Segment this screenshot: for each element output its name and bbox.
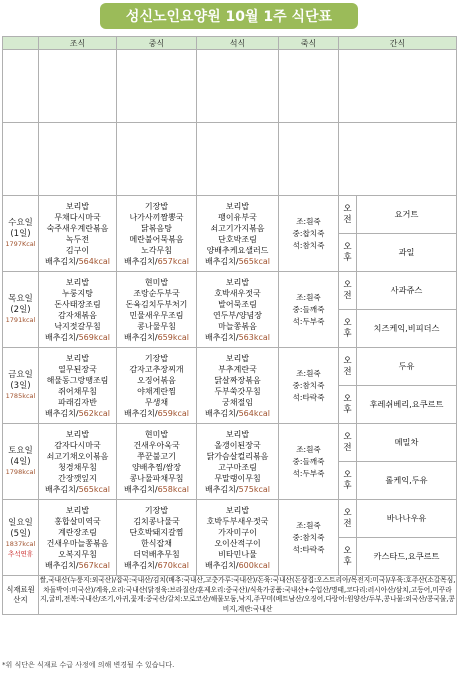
header-dinner: 석식 [197,37,279,50]
breakfast-item: 낙지젓갈무침 [54,321,101,331]
breakfast-kimchi-kcal [39,332,116,343]
lunch-cell [117,348,197,424]
breakfast-item: 보리밥 [65,353,90,363]
pm-label-char: 오 [343,545,352,556]
dinner-kimchi-kcal [197,256,278,267]
breakfast-kimchi: 배추김치/ [44,560,79,570]
porridge-item: 석:두부죽 [292,468,325,478]
pm-snack: 롤케익,두유 [357,462,457,500]
day-row [3,500,457,538]
origin-label-line: 식재료원 [6,585,35,595]
dinner-item: 발어묵조림 [218,299,257,309]
dinner-kimchi: 배추김치/ [204,332,239,342]
breakfast-kimchi-kcal [39,256,116,267]
lunch-item: 양배추찜/쌈장 [131,462,182,472]
porridge-item: 석:두부죽 [292,316,325,326]
breakfast-item: 녹두전 [65,234,90,244]
lunch-kimchi-kcal [117,484,196,495]
lunch-kcal: 658kcal [157,484,190,494]
pm-label-char: 오 [343,317,352,328]
header-lunch: 중식 [117,37,197,50]
lunch-item: 콩나물파채무침 [129,473,184,483]
dinner-kimchi: 배추김치/ [204,408,239,418]
dinner-item: 보리밥 [225,429,250,439]
porridge-item: 조:흰죽 [296,444,321,454]
empty-cell [39,50,117,123]
porridge-cell [279,196,339,272]
empty-cell [279,123,339,196]
pm-label-char: 후 [343,328,352,339]
day-number: (1일) [10,229,31,239]
dinner-item: 고구마조림 [218,462,257,472]
dinner-item: 두부쑥갓무침 [214,386,261,396]
porridge-cell [279,272,339,348]
lunch-kimchi: 배추김치/ [123,560,158,570]
breakfast-item: 간장깻잎지 [58,473,97,483]
porridge-cell [279,348,339,424]
breakfast-item: 파래김자반 [58,397,97,407]
pm-snack: 과일 [357,234,457,272]
breakfast-item: 해물동그랑땡조림 [46,375,109,385]
lunch-kimchi-kcal [117,256,196,267]
lunch-item: 더덕배추무침 [133,549,180,559]
lunch-kcal: 657kcal [157,256,190,266]
breakfast-item: 건새우마늘쫑볶음 [46,538,109,548]
dinner-item: 부추계란국 [218,364,257,374]
am-label-char: 오 [343,279,352,290]
lunch-item: 나가사끼짬뽕국 [129,212,184,222]
breakfast-kimchi-kcal [39,484,116,495]
dinner-kimchi: 배추김치/ [204,484,239,494]
lunch-item: 콩나물무침 [137,321,176,331]
lunch-item: 현미밥 [144,429,169,439]
dinner-kimchi-kcal [197,560,278,571]
empty-cell [279,50,339,123]
breakfast-item: 보리밥 [65,201,90,211]
breakfast-kimchi-kcal [39,408,116,419]
pm-label-char: 오 [343,469,352,480]
title-text: 성신노인요양원 10월 1주 식단표 [125,9,333,25]
am-label-char: 오 [343,431,352,442]
am-label-char: 오 [343,355,352,366]
empty-cell [339,50,457,123]
dinner-item: 양배추케요샐러드 [206,245,269,255]
day-cell [3,348,39,424]
lunch-item: 기장밥 [144,353,169,363]
empty-cell [117,123,197,196]
lunch-item: 건새우아욱국 [133,440,180,450]
lunch-item: 민물새우무조림 [129,310,184,320]
breakfast-item: 누룽지탕 [62,288,93,298]
dinner-kimchi-kcal [197,408,278,419]
am-label-char: 전 [343,214,352,225]
day-number: (2일) [10,305,31,315]
lunch-item: 노각무침 [141,245,172,255]
breakfast-cell [39,348,117,424]
breakfast-item: 숙주새우계란볶음 [46,223,109,233]
origin-row [3,576,457,615]
am-label-char: 오 [343,507,352,518]
dinner-item: 보리밥 [225,353,250,363]
pm-label [339,310,357,348]
dinner-kcal: 564kcal [238,408,271,418]
dinner-item: 오이산적구이 [214,538,261,548]
breakfast-kcal: 569kcal [78,332,111,342]
lunch-kimchi-kcal [117,408,196,419]
breakfast-item: 김구이 [65,245,90,255]
header-corner [3,37,39,50]
am-label-char: 전 [343,518,352,529]
lunch-cell [117,272,197,348]
header-porridge: 죽식 [279,37,339,50]
empty-cell [3,50,39,123]
pm-label [339,462,357,500]
day-row [3,348,457,386]
dinner-item: 닭가슴살컬리볶음 [206,451,269,461]
am-label [339,272,357,310]
porridge-item: 중:들깨죽 [292,304,325,314]
dinner-item: 호박두부새우젓국 [206,516,269,526]
lunch-cell [117,500,197,576]
lunch-item: 기장밥 [144,201,169,211]
am-label-char: 전 [343,366,352,377]
lunch-cell [117,424,197,500]
header-snack: 간식 [339,37,457,50]
porridge-item: 중:찹치죽 [292,228,325,238]
dinner-kimchi: 배추김치/ [204,256,239,266]
dinner-kcal: 575kcal [238,484,271,494]
dinner-cell [197,348,279,424]
am-snack: 두유 [357,348,457,386]
am-label [339,196,357,234]
breakfast-kimchi: 배추김치/ [44,484,79,494]
menu-table [2,36,457,615]
dinner-item: 보리밥 [225,505,250,515]
pm-label-char: 오 [343,241,352,252]
lunch-item: 현미밥 [144,277,169,287]
lunch-item: 메란불어묵볶음 [129,234,184,244]
empty-row [3,50,457,123]
lunch-item: 무생채 [144,397,169,407]
dinner-item: 단호박조림 [218,234,257,244]
page-title [100,3,358,29]
breakfast-item: 감자다시마국 [54,440,101,450]
header-breakfast: 조식 [39,37,117,50]
porridge-item: 중:참치죽 [292,380,325,390]
dinner-item: 비타민나물 [218,549,257,559]
breakfast-item: 보리밥 [65,277,90,287]
day-cell [3,196,39,272]
dinner-kcal: 563kcal [238,332,271,342]
breakfast-cell [39,424,117,500]
porridge-cell [279,500,339,576]
am-label [339,500,357,538]
day-kcal: 1837kcal [5,539,36,548]
dinner-item: 닭살짜장볶음 [214,375,261,385]
lunch-item: 닭볶음탕 [141,223,172,233]
holiday-label: 추석연휴 [7,549,34,558]
lunch-item: 돈육김치두부처기 [125,299,188,309]
dinner-item: 팽이유부국 [218,212,257,222]
lunch-kimchi-kcal [117,332,196,343]
lunch-item: 기장밥 [144,505,169,515]
dinner-cell [197,500,279,576]
day-cell [3,272,39,348]
breakfast-item: 무채다시마국 [54,212,101,222]
lunch-item: 조랑순두부국 [133,288,180,298]
pm-label-char: 후 [343,404,352,415]
lunch-item: 단호박돼지갈찜 [129,527,184,537]
pm-label-char: 후 [343,480,352,491]
porridge-item: 석:타락죽 [292,392,325,402]
breakfast-item: 감자채볶음 [58,310,97,320]
day-name: 일요일 [8,517,33,528]
breakfast-cell [39,272,117,348]
breakfast-item: 보리밥 [65,429,90,439]
breakfast-item: 열무된장국 [58,364,97,374]
empty-cell [197,123,279,196]
breakfast-item: 돈사태장조림 [54,299,101,309]
day-name: 토요일 [8,446,33,456]
am-snack: 요거트 [357,196,457,234]
breakfast-item: 오복지무침 [58,549,97,559]
breakfast-kimchi: 배추김치/ [44,332,79,342]
pm-label [339,386,357,424]
day-name: 목요일 [8,294,33,304]
lunch-item: 오징어볶음 [137,375,176,385]
breakfast-item: 홍합살미역국 [54,516,101,526]
am-label-char: 전 [343,442,352,453]
dinner-item: 가자미구이 [218,527,257,537]
day-kcal: 1791kcal [5,316,36,324]
origin-text: 쌀,국내산(누룽지:외국산)/잡곡:국내산/김치(배추:국내산,고춧가루:국내산)/돈육:국내산(돈삼겹:오스트리아/목전지:미국)/우육:호주산(소갈목심,차돌박이:미국산)/계육,오리:국내산(닭정육:브라질산/훈제오리:중국산)/식육가공품:국내산+수입산/명태,코다리:러시아산/삼치,고등어,미꾸라지,굴비,전복:국내산/조기,아귀,꽃게:중국산/갈치:모로코산/해물모둠,낙지,주꾸미(베트남산/오징어,다랑어:원양산/두부,콩나물:외국산/콩국물,콩비지,계란:국내산 [39,576,457,615]
day-kcal: 1797Kcal [5,240,36,248]
lunch-item: 김치콩나물국 [133,516,180,526]
empty-cell [3,123,39,196]
lunch-item: 야채계란찜 [137,386,176,396]
dinner-item: 보리밥 [225,201,250,211]
pm-label-char: 후 [343,252,352,263]
header-row [3,37,457,50]
dinner-kimchi: 배추김치/ [204,560,239,570]
am-label [339,424,357,462]
day-cell [3,424,39,500]
breakfast-kcal: 565kcal [78,484,111,494]
breakfast-kcal: 562kcal [78,408,111,418]
porridge-item: 조:흰죽 [296,368,321,378]
day-name: 금요일 [8,370,33,380]
empty-row [3,123,457,196]
pm-label [339,234,357,272]
origin-label [3,576,39,615]
porridge-item: 조:흰죽 [296,216,321,226]
breakfast-item: 청경채무침 [58,462,97,472]
pm-label-char: 오 [343,393,352,404]
pm-snack: 후레쉬베리,요쿠르트 [357,386,457,424]
breakfast-item: 보리밥 [65,505,90,515]
breakfast-kcal: 567kcal [78,560,111,570]
lunch-kcal: 659kcal [157,408,190,418]
pm-label-char: 후 [343,556,352,567]
day-number: (5일) [10,528,31,539]
dinner-item: 연두부/양념장 [212,310,263,320]
breakfast-kimchi: 배추김치/ [44,256,79,266]
empty-cell [197,50,279,123]
am-snack: 사과쥬스 [357,272,457,310]
lunch-kimchi: 배추김치/ [123,256,158,266]
breakfast-item: 쇠고기채오이볶음 [46,451,109,461]
lunch-cell [117,196,197,272]
porridge-item: 중:들깨죽 [292,456,325,466]
day-number: (3일) [10,381,31,391]
pm-snack: 치즈케익,비피더스 [357,310,457,348]
dinner-item: 올갱이된장국 [214,440,261,450]
breakfast-kimchi-kcal [39,560,116,571]
empty-cell [339,123,457,196]
breakfast-kimchi: 배추김치/ [44,408,79,418]
day-row [3,424,457,462]
dinner-item: 호박새우젓국 [214,288,261,298]
day-cell [3,500,39,576]
lunch-kcal: 659kcal [157,332,190,342]
porridge-item: 조:흰죽 [296,292,321,302]
footnote: *위 식단은 식재료 수급 사정에 의해 변경될 수 있습니다. [2,661,175,669]
day-number: (4일) [10,457,31,467]
day-row [3,272,457,310]
porridge-item: 석:타락죽 [292,544,325,554]
am-label-char: 전 [343,290,352,301]
lunch-item: 감자고추장찌개 [129,364,184,374]
porridge-cell [279,424,339,500]
dinner-cell [197,196,279,272]
lunch-kimchi: 배추김치/ [123,484,158,494]
dinner-cell [197,272,279,348]
dinner-item: 쇠고기가지볶음 [210,223,265,233]
breakfast-item: 계란장조림 [58,527,97,537]
breakfast-cell [39,196,117,272]
dinner-kimchi-kcal [197,484,278,495]
am-label [339,348,357,386]
lunch-item: 한식잡채 [141,538,172,548]
day-name: 수요일 [8,218,33,228]
dinner-item: 궁채절임 [222,397,253,407]
lunch-kcal: 670kcal [157,560,190,570]
pm-snack: 카스타드,요쿠르트 [357,538,457,576]
empty-cell [39,123,117,196]
dinner-item: 보리밥 [225,277,250,287]
breakfast-kcal: 564kcal [78,256,111,266]
day-row [3,196,457,234]
day-kcal: 1798kcal [5,468,36,476]
breakfast-cell [39,500,117,576]
dinner-kcal: 600kcal [238,560,271,570]
lunch-kimchi-kcal [117,560,196,571]
breakfast-item: 쥐어채무침 [58,386,97,396]
empty-cell [117,50,197,123]
porridge-item: 조:흰죽 [296,520,321,530]
origin-label-line: 산지 [13,595,28,605]
porridge-item: 중:참치죽 [292,532,325,542]
dinner-kcal: 565kcal [238,256,271,266]
am-snack: 바나나우유 [357,500,457,538]
lunch-kimchi: 배추김치/ [123,408,158,418]
am-snack: 메밀차 [357,424,457,462]
porridge-item: 석:참치죽 [292,240,325,250]
am-label-char: 오 [343,203,352,214]
lunch-item: 쭈꾼불고기 [137,451,176,461]
dinner-item: 무말랭이무침 [214,473,261,483]
dinner-cell [197,424,279,500]
dinner-item: 마늘쫑볶음 [218,321,257,331]
pm-label [339,538,357,576]
lunch-kimchi: 배추김치/ [123,332,158,342]
dinner-kimchi-kcal [197,332,278,343]
day-kcal: 1785kcal [5,392,36,400]
